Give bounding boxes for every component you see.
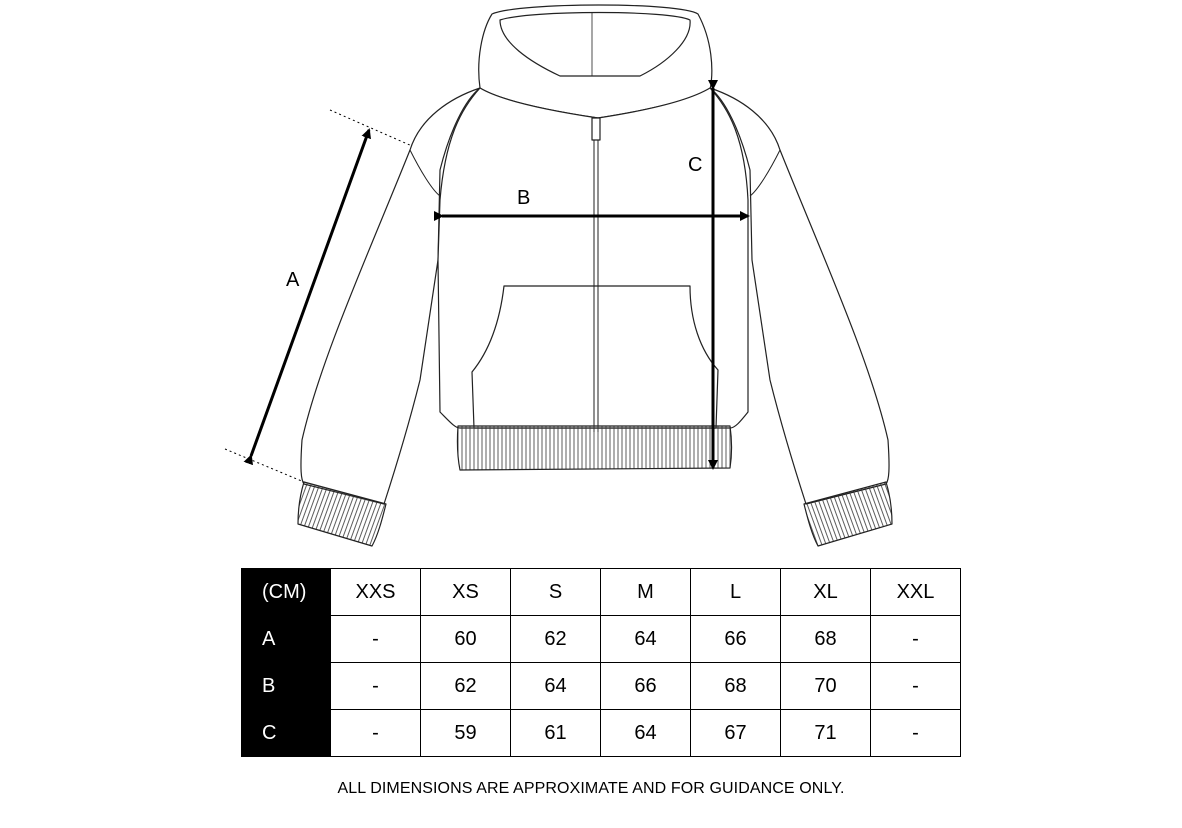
table-cell: - [331,616,421,663]
table-cell: 59 [421,710,511,757]
dimension-c-label: C [688,154,703,176]
disclaimer-text: ALL DIMENSIONS ARE APPROXIMATE AND FOR GUIDANCE ONLY. [337,780,845,797]
size-header-xs: XS [421,569,511,616]
table-row [242,616,961,663]
table-cell: 66 [691,616,781,663]
table-cell: 66 [601,663,691,710]
waistband [457,426,731,470]
table-cell: 70 [781,663,871,710]
table-cell: 64 [511,663,601,710]
size-header-s: S [511,569,601,616]
size-header-xxl: XXL [871,569,961,616]
table-cell: 61 [511,710,601,757]
table-cell: 64 [601,710,691,757]
table-cell: 67 [691,710,781,757]
table-row [242,663,961,710]
table-cell: 68 [781,616,871,663]
row-label-a: A [242,616,331,663]
dimension-a-label: A [286,269,300,291]
table-cell: 64 [601,616,691,663]
table-cell: 68 [691,663,781,710]
table-cell: - [871,710,961,757]
table-cell: 62 [421,663,511,710]
size-header-xl: XL [781,569,871,616]
table-cell: 71 [781,710,871,757]
size-header-xxs: XXS [331,569,421,616]
pocket [472,286,718,428]
table-cell: - [331,663,421,710]
row-label-b: B [242,663,331,710]
dimension-b-label: B [517,187,531,209]
size-header-l: L [691,569,781,616]
unit-header: (CM) [242,569,331,616]
table-cell: 62 [511,616,601,663]
size-chart-table [241,568,961,757]
table-row [242,710,961,757]
row-label-c: C [242,710,331,757]
table-cell: - [331,710,421,757]
table-cell: - [871,663,961,710]
table-cell: - [871,616,961,663]
size-header-m: M [601,569,691,616]
table-header-row [242,569,961,616]
table-cell: 60 [421,616,511,663]
